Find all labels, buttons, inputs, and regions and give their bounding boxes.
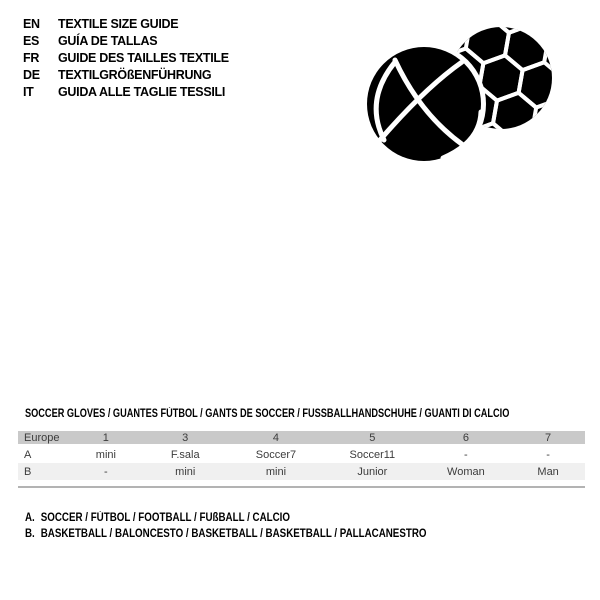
header-cell-size: 3 <box>143 431 228 445</box>
size-table-row-a <box>18 445 585 463</box>
size-cell: Man <box>537 465 559 478</box>
size-cell: Soccer11 <box>349 448 396 461</box>
language-code: EN <box>23 16 40 31</box>
size-table-row-b <box>18 463 585 480</box>
language-title: TEXTILE SIZE GUIDE <box>58 16 179 31</box>
header-cell-size: 4 <box>228 431 324 445</box>
language-title: GUIDE DES TAILLES TEXTILE <box>58 50 229 65</box>
size-table-title: SOCCER GLOVES / GUANTES FÚTBOL / GANTS DE SOCCER / FUSSBALLHANDSCHUHE / GUANTI DI CALCIO <box>25 408 510 420</box>
language-code: DE <box>23 67 40 82</box>
footnote-list <box>25 510 497 542</box>
size-table-header-row <box>18 431 585 445</box>
language-row-de <box>23 66 229 83</box>
size-table <box>18 431 585 480</box>
language-code: FR <box>23 50 40 65</box>
language-row-it <box>23 83 229 100</box>
header-cell-region: Europe <box>18 431 69 445</box>
row-label: A <box>24 448 32 461</box>
row-label: B <box>24 465 32 478</box>
basketball-and-soccer-ball-icon <box>362 20 557 168</box>
size-cell: Woman <box>447 465 485 478</box>
size-cell: F.sala <box>170 448 200 461</box>
header-cell-size: 7 <box>511 431 585 445</box>
footnote-text: SOCCER / FÚTBOL / FOOTBALL / FUßBALL / CALCIO <box>40 512 290 524</box>
footnote-label: B. <box>25 528 35 540</box>
basketball-icon <box>362 42 486 166</box>
language-code: ES <box>23 33 40 48</box>
size-cell: mini <box>95 448 116 461</box>
language-row-fr <box>23 49 229 66</box>
language-title: TEXTILGRÖßENFÜHRUNG <box>58 67 212 82</box>
size-cell: - <box>546 448 550 461</box>
footnote-text: BASKETBALL / BALONCESTO / BASKETBALL / BASKETBALL / PALLACANESTRO <box>40 528 427 540</box>
size-cell: - <box>464 448 468 461</box>
divider-line <box>18 486 585 488</box>
size-cell: - <box>104 465 108 478</box>
language-row-es <box>23 32 229 49</box>
header-cell-size: 1 <box>69 431 143 445</box>
language-title: GUIDA ALLE TAGLIE TESSILI <box>58 84 226 99</box>
footnote-b <box>25 526 426 542</box>
header-cell-size: 6 <box>421 431 512 445</box>
size-cell: Junior <box>357 465 388 478</box>
size-cell: mini <box>265 465 287 478</box>
header-cell-size: 5 <box>324 431 420 445</box>
size-cell: Soccer7 <box>255 448 297 461</box>
language-row-en <box>23 15 229 32</box>
language-title-list <box>23 15 229 100</box>
language-title: GUÍA DE TALLAS <box>58 33 158 48</box>
size-cell: mini <box>175 465 196 478</box>
footnote-label: A. <box>25 512 35 524</box>
footnote-a <box>25 510 426 526</box>
language-code: IT <box>23 84 34 99</box>
